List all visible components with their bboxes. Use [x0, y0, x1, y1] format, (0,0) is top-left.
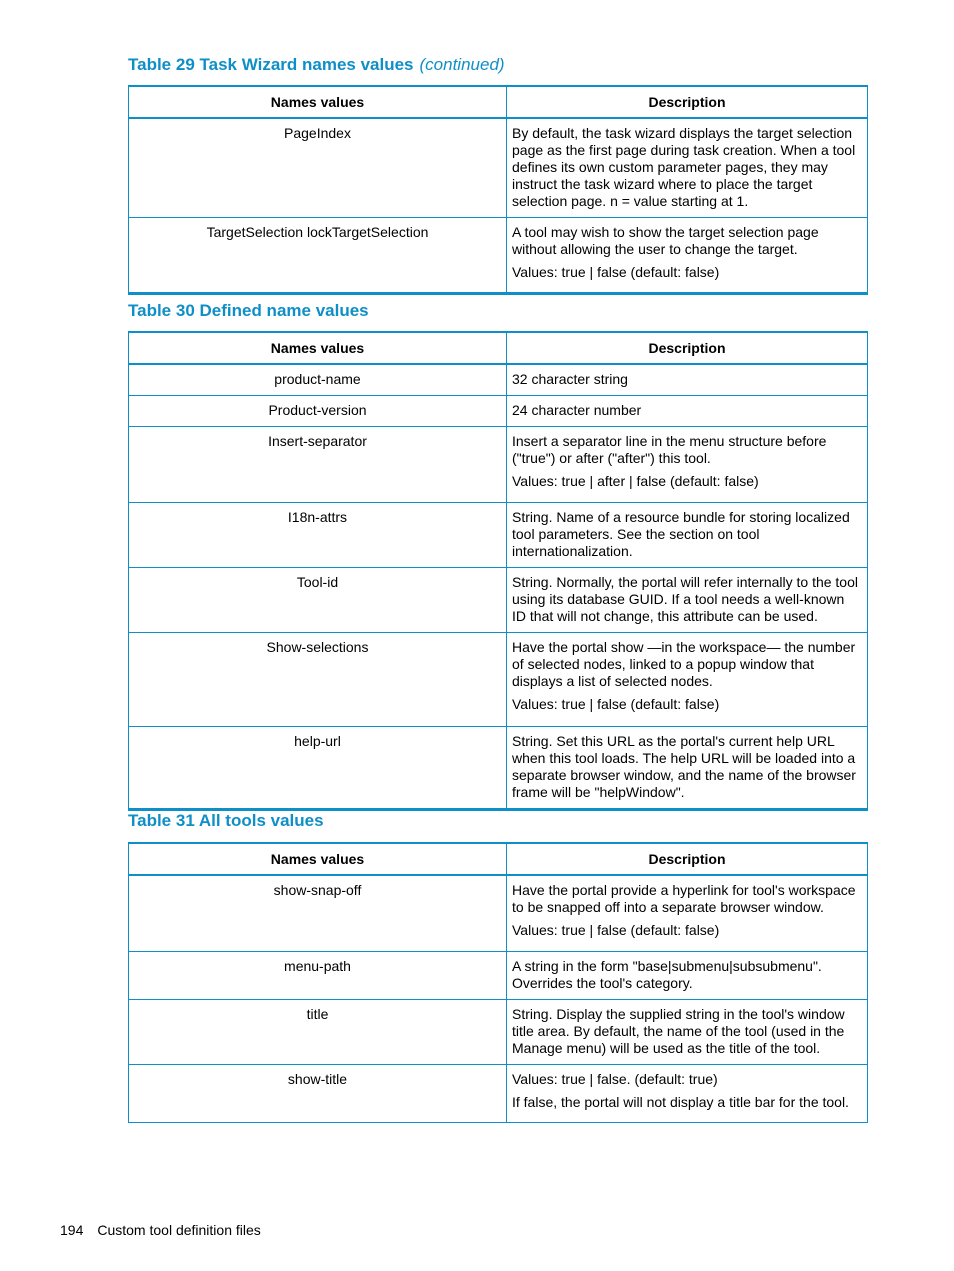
row-description [507, 503, 868, 568]
table-header-row [129, 332, 868, 364]
table-row [129, 364, 868, 396]
row-name: Product-version [129, 396, 507, 427]
row-description [507, 118, 868, 218]
row-name: Tool-id [129, 568, 507, 633]
table-row [129, 503, 868, 568]
table-row [129, 568, 868, 633]
col-header-names: Names values [129, 843, 507, 875]
table-30-caption [128, 301, 369, 321]
description-text: String. Normally, the portal will refer internally to the tool using its database GUID. If a tool needs a well-known ID that will not change, this attribute can be used. [512, 574, 858, 624]
table-30-title: Table 30 Defined name values [128, 301, 369, 320]
description-values: Values: true | after | false (default: false) [512, 473, 759, 489]
row-description [507, 633, 868, 727]
description-values: Values: true | false (default: false) [512, 696, 720, 712]
table-row [129, 727, 868, 810]
col-header-description: Description [507, 86, 868, 118]
row-name: help-url [129, 727, 507, 810]
table-row [129, 999, 868, 1064]
row-name: Insert-separator [129, 427, 507, 503]
description-text: If false, the portal will not display a title bar for the tool. [512, 1093, 849, 1110]
table-31-title: Table 31 All tools values [128, 811, 324, 830]
table-header-row [129, 843, 868, 875]
table-29-continued: (continued) [419, 55, 505, 74]
row-name: I18n-attrs [129, 503, 507, 568]
description-text: 24 character number [512, 402, 642, 418]
description-text: 32 character string [512, 371, 628, 387]
row-description [507, 875, 868, 951]
row-description [507, 1064, 868, 1122]
table-30 [128, 331, 868, 811]
col-header-description: Description [507, 332, 868, 364]
table-row [129, 396, 868, 427]
footer-section-title: Custom tool definition files [97, 1222, 261, 1238]
col-header-names: Names values [129, 86, 507, 118]
table-29 [128, 85, 868, 295]
row-description [507, 727, 868, 810]
row-description [507, 218, 868, 294]
row-name: menu-path [129, 951, 507, 999]
page-footer [60, 1222, 261, 1238]
row-description [507, 364, 868, 396]
description-values: Values: true | false (default: false) [512, 922, 720, 938]
table-header-row [129, 86, 868, 118]
col-header-description: Description [507, 843, 868, 875]
row-description [507, 568, 868, 633]
description-text: A string in the form "base|submenu|subsubmenu". Overrides the tool's category. [512, 957, 822, 991]
description-values: Values: true | false (default: false) [512, 264, 720, 280]
row-name: product-name [129, 364, 507, 396]
row-name: Show-selections [129, 633, 507, 727]
description-text: Have the portal show —in the workspace— the number of selected nodes, linked to a popup window that displays a list of selected nodes. [512, 639, 856, 689]
table-row [129, 427, 868, 503]
description-text: String. Display the supplied string in the tool's window title area. By default, the name of the tool (used in the Manage menu) will be used as the title of the tool. [512, 1005, 845, 1056]
row-name: show-snap-off [129, 875, 507, 951]
page-number: 194 [60, 1222, 84, 1238]
table-row [129, 118, 868, 218]
row-name: PageIndex [129, 118, 507, 218]
row-name: TargetSelection lockTargetSelection [129, 218, 507, 294]
row-description [507, 951, 868, 999]
table-row [129, 875, 868, 951]
description-text: By default, the task wizard displays the target selection page as the first page during task creation. When a tool defines its own custom parameter pages, they may instruct the task wizard where to place the target selection page. n = value starting at 1. [512, 125, 856, 209]
table-29-caption [128, 55, 505, 75]
row-name: title [129, 999, 507, 1064]
description-text: Have the portal provide a hyperlink for tool's workspace to be snapped off into a separate browser window. [512, 882, 856, 915]
description-values: Values: true | false. (default: true) [512, 1070, 718, 1087]
description-text: Insert a separator line in the menu structure before ("true") or after ("after") this tool. [512, 433, 827, 466]
row-name: show-title [129, 1064, 507, 1122]
table-29-title: Table 29 Task Wizard names values [128, 55, 414, 74]
row-description [507, 396, 868, 427]
row-description [507, 999, 868, 1064]
row-description [507, 427, 868, 503]
table-31-caption [128, 811, 324, 831]
table-row [129, 218, 868, 294]
description-text: A tool may wish to show the target selection page without allowing the user to change the target. [512, 224, 819, 257]
table-row [129, 1064, 868, 1122]
table-31 [128, 842, 868, 1123]
table-row [129, 951, 868, 999]
table-row [129, 633, 868, 727]
description-text: String. Set this URL as the portal's current help URL when this tool loads. The help URL will be loaded into a separate browser window, and the name of the browser frame will be "helpWindow". [512, 733, 856, 800]
description-text: String. Name of a resource bundle for storing localized tool parameters. See the section on tool internationalization. [512, 509, 850, 559]
col-header-names: Names values [129, 332, 507, 364]
